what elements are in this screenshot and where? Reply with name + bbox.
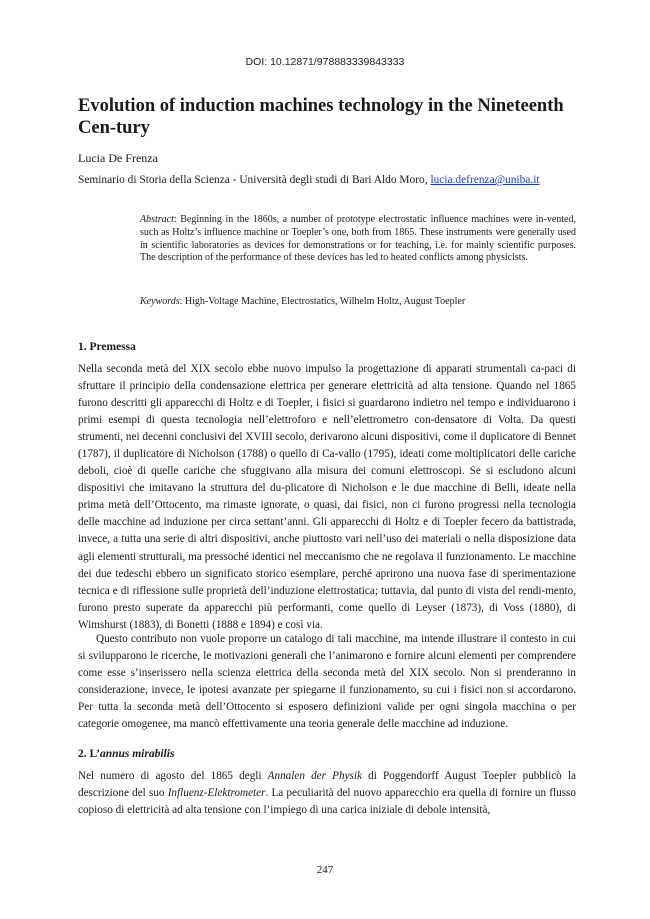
journal-name: Annalen der Physik bbox=[267, 770, 362, 782]
section-2-text-a: Nel numero di agosto del 1865 degli bbox=[78, 770, 268, 782]
keywords-label: Keywords bbox=[140, 296, 180, 307]
abstract-label: Abstract bbox=[140, 214, 174, 225]
affiliation bbox=[78, 174, 578, 186]
section-2-text-c: . La peculiarità del nuovo apparecchio era quella di fornire un flusso copioso di elettricità ad alta tensione con l’impiego di una carica iniziale di debole intensità, bbox=[78, 787, 576, 817]
section-1-heading: 1. Premessa bbox=[78, 341, 136, 353]
page-number: 247 bbox=[316, 864, 334, 876]
affiliation-text: Seminario di Storia della Scienza - Università degli studi di Bari Aldo Moro, bbox=[78, 174, 428, 186]
section-2-heading-number: 2. L’ bbox=[78, 748, 100, 760]
section-2-heading bbox=[78, 748, 174, 760]
section-2-heading-italic: annus mirabilis bbox=[99, 748, 175, 760]
doi-line: DOI: 10.12871/978883339843333 bbox=[245, 56, 405, 68]
section-1-paragraph-2: Questo contributo non vuole proporre un catalogo di tali macchine, ma intende illustrare il contesto in cui si svilupparono le ricerche, le motivazioni generali che l’animarono e fornire alcuni elementi per comprendere come esse s’inserissero nella scienza elettrica della seconda metà del XIX secolo. Non si prenderanno in considerazione, invece, le ipotesi avanzate per spiegarne il funzionamento, su cui i fisici non si accordarono. Per tutta la seconda metà dell’Ottocento si esposero definizioni valide per ogni singola macchina o per categorie omogenee, ma mancò effettivamente una teoria generale delle macchine ad induzione. bbox=[78, 633, 576, 731]
abstract-text: : Beginning in the 1860s, a number of prototype electrostatic influence machines were in-vented, such as Holtz’s influence machine or Toepler’s one, both from 1865. These instruments were generally used in scientific laboratories as devices for demonstrations or for teaching, i.e. for mainly scientific purposes. The description of the performance of these devices has led to heated conflicts among physicists. bbox=[140, 214, 576, 264]
paper-title: Evolution of induction machines technology in the Nineteenth Cen-tury bbox=[78, 96, 564, 138]
email-link[interactable]: lucia.defrenza@uniba.it bbox=[430, 174, 540, 186]
keywords-text: : High-Voltage Machine, Electrostatics, Wilhelm Holtz, August Toepler bbox=[179, 296, 466, 307]
section-1-paragraph-1: Nella seconda metà del XIX secolo ebbe nuovo impulso la progettazione di apparati strumentali ca-paci di sfruttare il principio della condensazione elettrica per generare elettricità ad alta tensione. Quando nel 1865 furono descritti gli apparecchi di Holtz e di Toepler, i fisici si guardarono indietro nel tempo e individuarono i primi esempi di questa tecnologia nell’elettroforo e nell’elettrometro con-densatore di Volta. Da questi strumenti, nei decenni conclusivi del XVIII secolo, derivarono alcuni dispositivi, come il duplicatore di Bennet (1787), il duplicatore di Nicholson (1788) o quello di Ca-vallo (1795), ideati come moltiplicatori delle cariche deboli, cioè di quelle cariche che sfuggivano alla misura dei comuni elettroscopi. Se si escludono alcuni dispositivi che imitavano la struttura del du-plicatore di Nicholson e le due macchine di Belli, ideate nella prima metà dell’Ottocento, ma rimaste ignorate, o quasi, dai fisici, non ci furono progressi nella tecnologia delle macchine ad induzione per circa settant’anni. Gli apparecchi di Holtz e di Toepler fecero da battistrada, invece, a tutta una serie di altri dispositivi, anche piuttosto vari nell’uso dei materiali o nella disposizione data agli elementi strutturali, ma pressoché identici nel meccanismo che ne regolava il funzionamento. Le macchine dei due tedeschi ebbero un significato storico esemplare, perché aprirono una nuova fase di sperimentazione tecnica e di riflessione sulle proprietà dell’induzione elettrostatica; tuttavia, dal punto di vista del rendi-mento, furono presto superate da apparecchi più performanti, come quello di Leyser (1873), di Voss (1880), di Wimshurst (1883), di Bonetti (1888 e 1894) e così via. bbox=[78, 363, 576, 631]
device-name: Influenz-Elektrometer bbox=[167, 787, 266, 800]
section-2-paragraph-1 bbox=[78, 768, 576, 819]
author-name: Lucia De Frenza bbox=[78, 151, 158, 165]
keywords bbox=[140, 296, 576, 307]
section-2-text-b: di Poggendorff August Toepler pubblicò la descrizione del suo bbox=[78, 770, 576, 800]
abstract bbox=[140, 214, 576, 265]
